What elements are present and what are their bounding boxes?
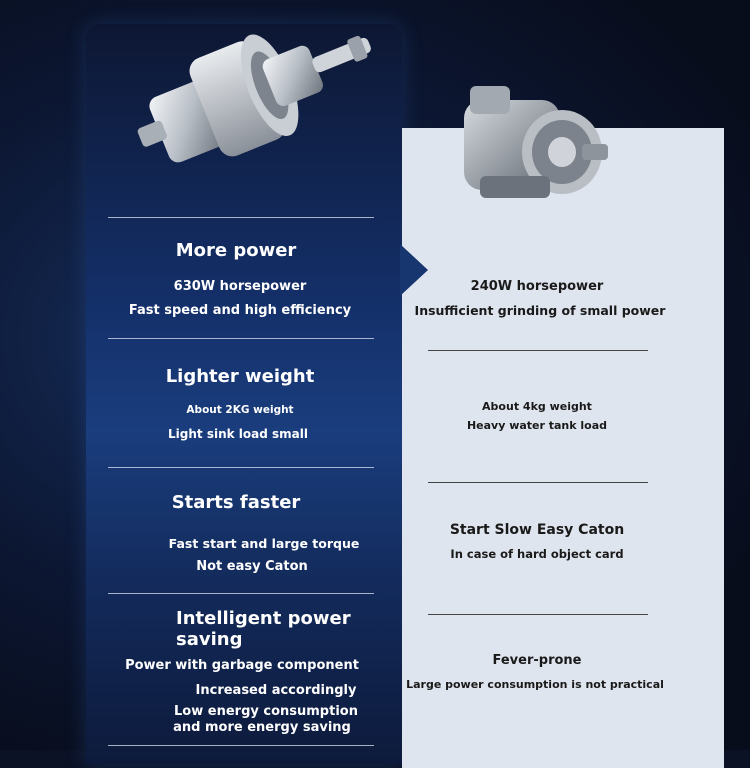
- section-line: About 2KG weight: [186, 404, 294, 416]
- left-divider: [108, 338, 374, 339]
- comparison-line: Heavy water tank load: [466, 419, 608, 432]
- comparison-line: Start Slow Easy Caton: [449, 522, 625, 538]
- section-line: Light sink load small: [168, 427, 308, 441]
- left-divider: [108, 593, 374, 594]
- section-line: 630W horsepower: [173, 279, 307, 294]
- section-line: Power with garbage component: [125, 658, 359, 673]
- section-title-line2: saving: [176, 629, 243, 650]
- section-line: Fast start and large torque: [168, 536, 360, 551]
- section-line: Not easy Caton: [196, 559, 308, 574]
- left-divider: [108, 467, 374, 468]
- section-title: Starts faster: [171, 492, 301, 513]
- right-divider: [428, 482, 648, 483]
- comparison-line: Fever-prone: [492, 653, 582, 668]
- right-divider: [428, 614, 648, 615]
- section-title: Lighter weight: [165, 366, 315, 387]
- comparison-line: Large power consumption is not practical: [406, 678, 664, 691]
- right-divider: [428, 350, 648, 351]
- comparison-line: 240W horsepower: [470, 279, 604, 294]
- section-line: Fast speed and high efficiency: [128, 303, 352, 318]
- section-title: Intelligent power: [176, 608, 351, 629]
- small-motor-image: [450, 76, 615, 211]
- grinder-motor-image: [120, 4, 390, 174]
- left-divider: [108, 217, 374, 218]
- comparison-line: About 4kg weight: [482, 400, 592, 413]
- section-line: Low energy consumption: [174, 704, 358, 719]
- weak-motor-panel: [402, 128, 724, 768]
- comparison-line: In case of hard object card: [450, 547, 624, 561]
- left-divider: [108, 745, 374, 746]
- section-line: Increased accordingly: [195, 683, 357, 698]
- section-title: More power: [175, 240, 297, 261]
- section-line: and more energy saving: [173, 720, 351, 735]
- comparison-line: Insufficient grinding of small power: [414, 303, 666, 318]
